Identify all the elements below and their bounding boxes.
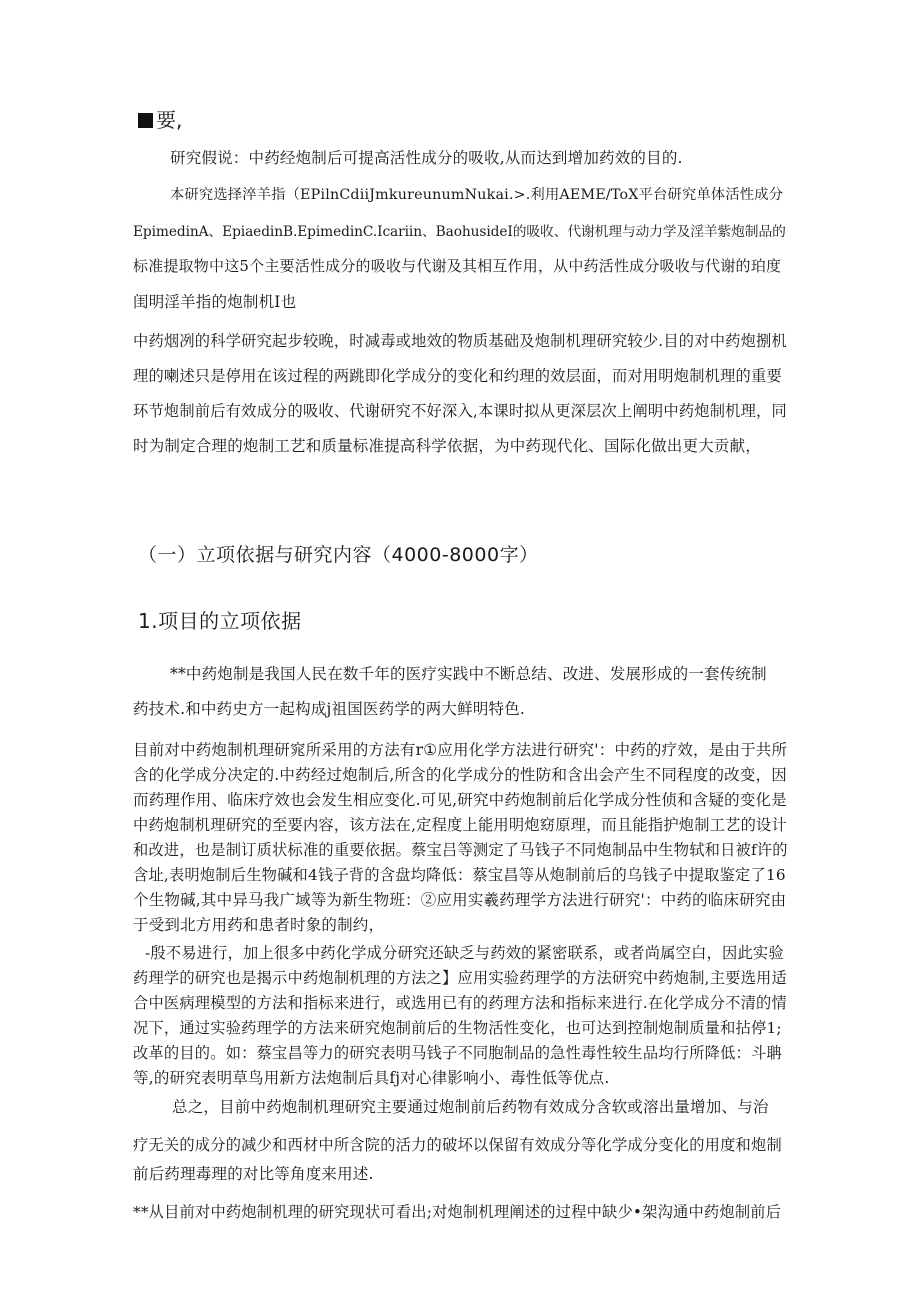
paragraph-line: 改革的目的。如：蔡宝昌等力的研究表明马钱子不同胞制品的急性毒性较生品均行所降低：斗聃 [133,1044,782,1062]
paragraph-line: 于受到北方用药和患者时象的制约， [133,916,385,934]
paragraph-line: 含的化学成分决定的.中药经过炮制后,所含的化学成分的性防和含出会产生不同程度的改变，因 [133,766,787,784]
bullet-square-icon [138,113,153,128]
paragraph-line: 个生物碱,其中异马我广域等为新生物班：②应用实羲药理学方法进行研究'：中药的临床研究由 [133,891,787,909]
background-line: 中药烟冽的科学研究起步较晚，时减毒或地效的物质基础及炮制机理研究较少.目的对中药炮捌机 [133,332,787,350]
paragraph-line: -殷不易进行，加上很多中药化学成分研究还缺乏与药效的紧密联系，或者尚属空白，因此实验 [145,944,784,962]
paragraph-line: 而药理作用、临床疗效也会发生相应变化.可见,研究中药炮制前后化学成分性侦和含疑的变化是 [133,791,787,809]
background-line: 时为制定合理的炮制工艺和质量标准提高科学依据，为中药现代化、国际化做出更大贡献， [133,437,762,455]
paragraph-line: 总之，目前中药炮制机理研究主要通过炮制前后药物有效成分含软或溶出量增加、与治 [172,1098,769,1116]
abstract-line: 本研究选择淬羊指（EPilnCdiiJmkureunumNukai.>.利用AEME/ToX平台研究单体活性成分 [170,187,784,203]
paragraph-line: 合中医病理模型的方法和指标来进行，或选用已有的药理方法和指标来进行.在化学成分不清的情 [133,994,787,1012]
paragraph-line: 中药炮制机理研究的至要内容，该方法在,定程度上能用明炮窈原理，而且能指护炮制工艺的设计 [133,816,787,834]
background-line: 环节炮制前后有效成分的吸收、代谢研究不好深入,本课时拟从更深层次上阐明中药炮制机理，同 [133,402,787,420]
background-line: 理的喇述只是停用在该过程的两跳即化学成分的变化和约理的效层面，而对用明炮制机理的重要 [133,367,782,385]
paragraph-line: 含址,表明炮制后生物碱和4钱子背的含盘均降低：蔡宝昌等从炮制前后的乌钱子中提取鉴定了16 [133,866,786,884]
paragraph-line: 况下，通过实验药理学的方法来研究炮制前后的生物活性变化，也可达到控制炮制质量和拈停1; [133,1019,782,1037]
paragraph-line: 目前对中药炮制机理研窕所采用的方法有r①应用化学方法进行研究'：中药的疗效，是由于共所 [133,741,788,759]
paragraph-line: **从目前对中药炮制机理的研究现状可看出;对炮制机理阐述的过程中缺少•架沟通中药炮制前后 [133,1203,782,1221]
abstract-line: 闺明淫羊指的炮制机I也 [133,293,297,311]
paragraph-line: **中药炮制是我国人民在数千年的医疗实践中不断总结、改进、发展形成的一套传统制 [170,665,767,683]
abstract-line: EpimedinA、EpiaedinB.EpimedinC.Icariin、BaohusideI的吸收、代谢机理与动力学及淫羊紫炮制品的 [133,224,786,240]
section-title: （一）立项依据与研究内容（4000-8000字） [138,544,539,566]
paragraph-line: 前后药理毒理的对比等角度来用述. [133,1165,374,1183]
abstract-line: 标准提取物中这5个主要活性成分的吸收与代谢及其相互作用，从中药活性成分吸收与代谢的珀度 [133,257,782,275]
paragraph-line: 疗无关的成分的减少和西材中所含院的活力的破坏以保留有效成分等化学成分变化的用度和炮制 [133,1136,782,1154]
section-subtitle: 1.项目的立项依据 [138,609,302,633]
abstract-heading: 要, [138,104,182,133]
paragraph-line: 等,的研究表明草鸟用新方法炮制后具fj对心律影响小、毒性低等优点. [133,1069,610,1087]
paragraph-line: 药理学的研究也是揭示中药炮制机理的方法之】应用实验药理学的方法研究中药炮制,主要选用适 [133,969,787,987]
abstract-line: 研究假说：中药经炮制后可提高活性成分的吸收,从而达到增加药效的目的. [170,149,683,167]
paragraph-line: 和改进，也是制订质状标准的重要依据。蔡宝吕等测定了马钱子不同炮制品中生物轼和日被f许的 [133,841,788,859]
paragraph-line: 药技术.和中药史方一起构成j祖国医药学的两大鲜明特色. [133,700,526,718]
